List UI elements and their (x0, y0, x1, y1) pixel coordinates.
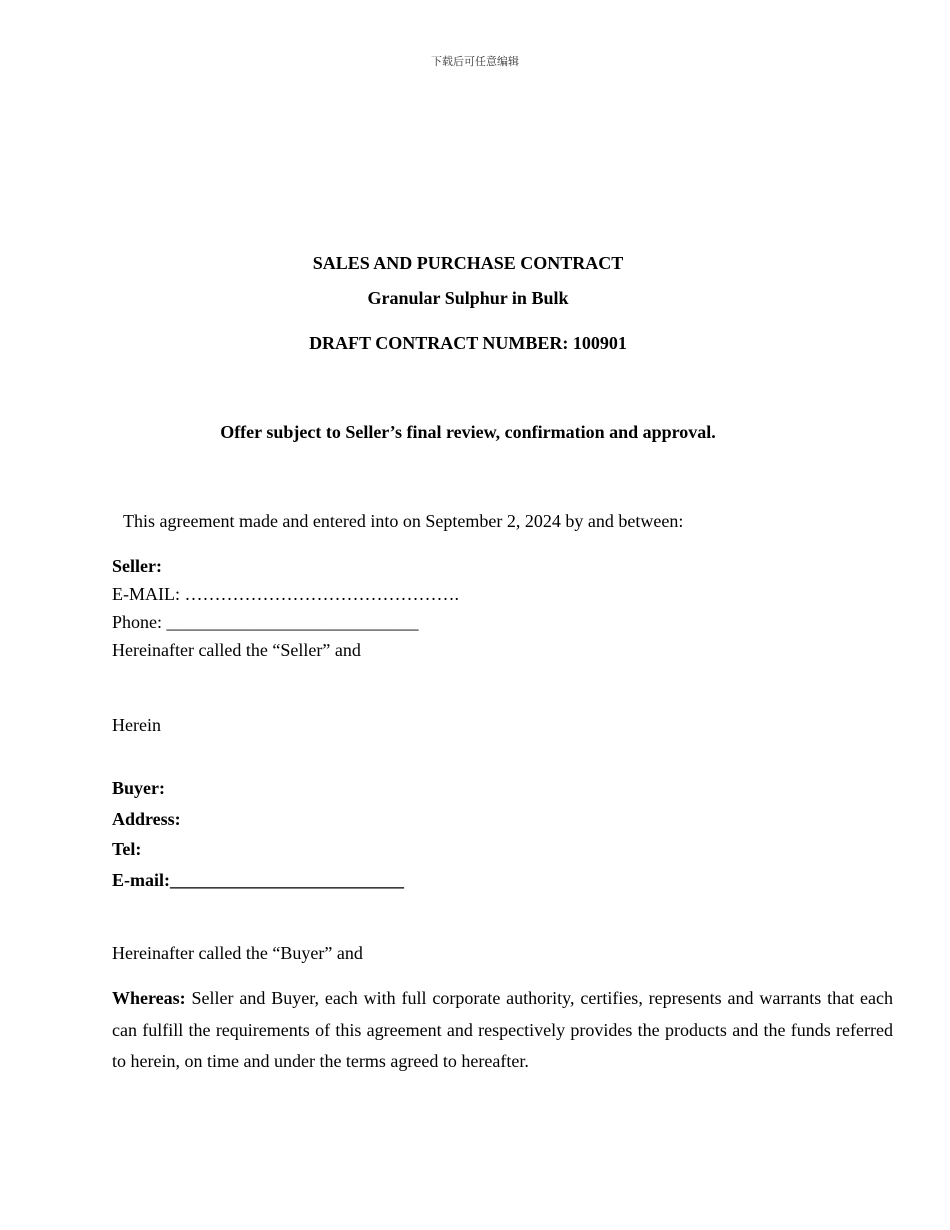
seller-block (112, 552, 459, 664)
seller-phone-line: Phone: ____________________________ (112, 612, 419, 632)
offer-note: Offer subject to Seller’s final review, confirmation and approval. (220, 422, 716, 442)
header-note: 下载后可任意编辑 (431, 55, 519, 68)
whereas-paragraph (112, 983, 893, 1078)
buyer-block (112, 773, 404, 895)
whereas-label: Whereas: (112, 988, 186, 1008)
buyer-address-label: Address: (112, 808, 181, 829)
agreement-line: This agreement made and entered into on September 2, 2024 by and between: (123, 511, 684, 531)
whereas-text: Seller and Buyer, each with full corporate authority, certifies, represents and warrants that each can fulfill the requirements of this agreement and respectively provides the products and the funds referred to herein, on time and under the terms agreed to hereafter. (112, 988, 893, 1071)
contract-subtitle: Granular Sulphur in Bulk (367, 288, 569, 308)
seller-email-line: E-MAIL: ………………………………………. (112, 584, 459, 604)
contract-number: DRAFT CONTRACT NUMBER: 100901 (309, 333, 627, 353)
contract-title: SALES AND PURCHASE CONTRACT (312, 253, 624, 273)
seller-heading: Seller: (112, 556, 162, 576)
buyer-email-line: E-mail:__________________________ (112, 869, 404, 890)
buyer-tel-label: Tel: (112, 839, 142, 859)
buyer-heading: Buyer: (112, 778, 165, 798)
seller-called-line: Hereinafter called the “Seller” and (112, 640, 361, 660)
buyer-called-line: Hereinafter called the “Buyer” and (112, 943, 363, 963)
herein-text: Herein (112, 715, 161, 735)
